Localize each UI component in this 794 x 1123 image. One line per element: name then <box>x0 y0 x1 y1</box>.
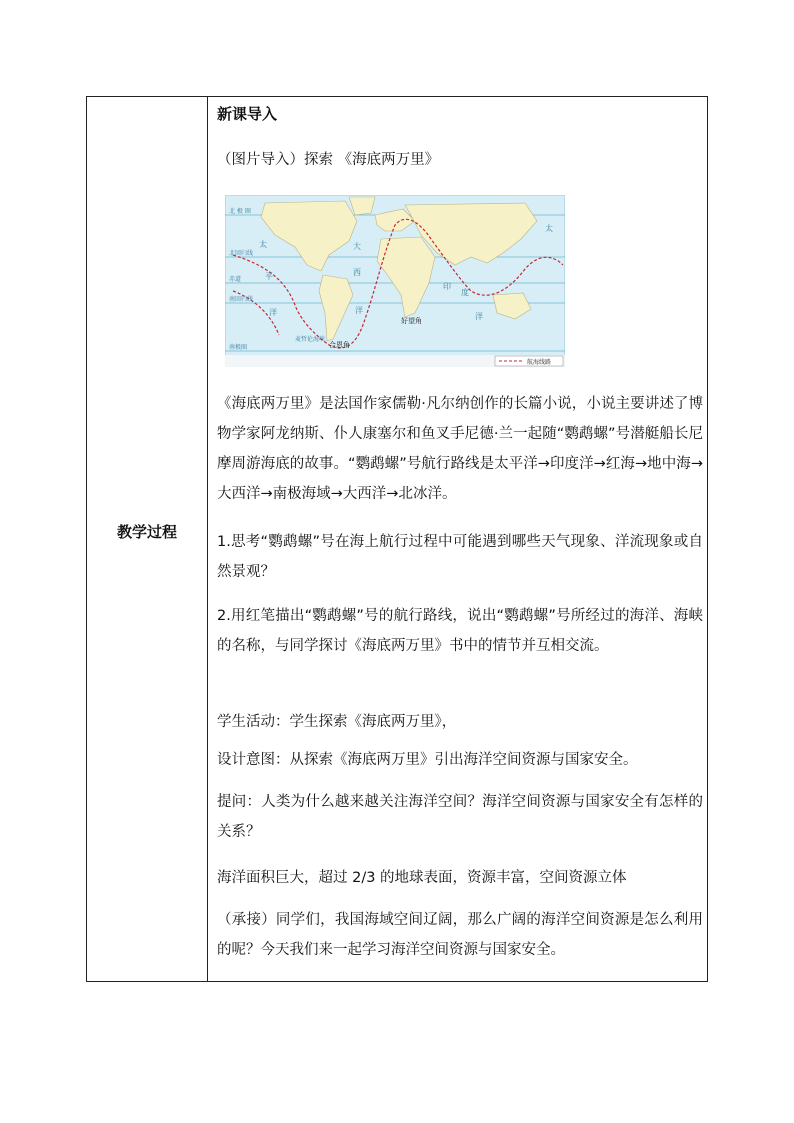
label-tai: 太 <box>259 240 267 249</box>
section-title: 新课导入 <box>217 105 278 123</box>
label-tropic-south: 南回归线 <box>229 296 254 303</box>
label-ping: 平 <box>265 272 273 281</box>
row-label: 教学过程 <box>116 523 177 541</box>
legend-label: 航海线路 <box>527 359 552 366</box>
intro-line: （图片导入）探索 《海底两万里》 <box>217 152 440 168</box>
label-yang-indian: 洋 <box>475 312 483 321</box>
label-yang: 洋 <box>269 308 277 317</box>
label-good-hope: 好望角 <box>401 317 422 325</box>
question-2: 2.用红笔描出“鹦鹉螺”号的航行路线，说出“鹦鹉螺”号所经过的海洋、海峡的名称，与同学探讨《海底两万里》书中的情节并互相交流。 <box>217 608 703 654</box>
label-antarctic: 南极圈 <box>229 344 248 351</box>
teacher-question: 提问：人类为什么越来越关注海洋空间？海洋空间资源与国家安全有怎样的关系？ <box>217 794 703 840</box>
label-magellan: 麦哲伦海峡 <box>295 336 326 343</box>
student-activity: 学生活动：学生探索《海底两万里》， <box>217 714 457 730</box>
label-tropic-north: 北回归线 <box>229 250 254 257</box>
label-du: 度 <box>461 288 469 297</box>
lesson-table <box>86 96 708 982</box>
paragraph-novel-intro: 《海底两万里》是法国作家儒勒·凡尔纳创作的长篇小说，小说主要讲述了博物学家阿龙纳斯、仆人康塞尔和鱼叉手尼德·兰一起随“鹦鹉螺”号潜艇船长尼摩周游海底的故事。“鹦鹉螺”号航行路线是太平洋→印度洋→红海→地中海→大西洋→南极海域→大西洋→北冰洋。 <box>217 396 703 502</box>
label-cape-horn: 合恩角 <box>329 341 350 349</box>
label-xi: 西 <box>353 268 361 277</box>
label-equator: 赤道 <box>229 276 242 283</box>
design-intent: 设计意图：从探索《海底两万里》引出海洋空间资源与国家安全。 <box>217 752 638 768</box>
label-yin: 印 <box>443 282 451 291</box>
world-route-map <box>225 195 565 367</box>
label-arctic: 北 极 圈 <box>229 208 251 215</box>
answer-text: 海洋面积巨大，超过 2/3 的地球表面，资源丰富，空间资源立体 <box>217 870 627 886</box>
column-divider <box>207 97 208 981</box>
question-1: 1.思考“鹦鹉螺”号在海上航行过程中可能遇到哪些天气现象、洋流现象或自然景观？ <box>217 534 703 580</box>
label-yang-atlantic: 洋 <box>355 306 363 315</box>
transition-text: （承接）同学们，我国海域空间辽阔，那么广阔的海洋空间资源是怎么利用的呢？今天我们来一起学习海洋空间资源与国家安全。 <box>217 912 703 958</box>
label-tai-east: 太 <box>545 224 553 233</box>
label-da: 大 <box>353 242 361 251</box>
